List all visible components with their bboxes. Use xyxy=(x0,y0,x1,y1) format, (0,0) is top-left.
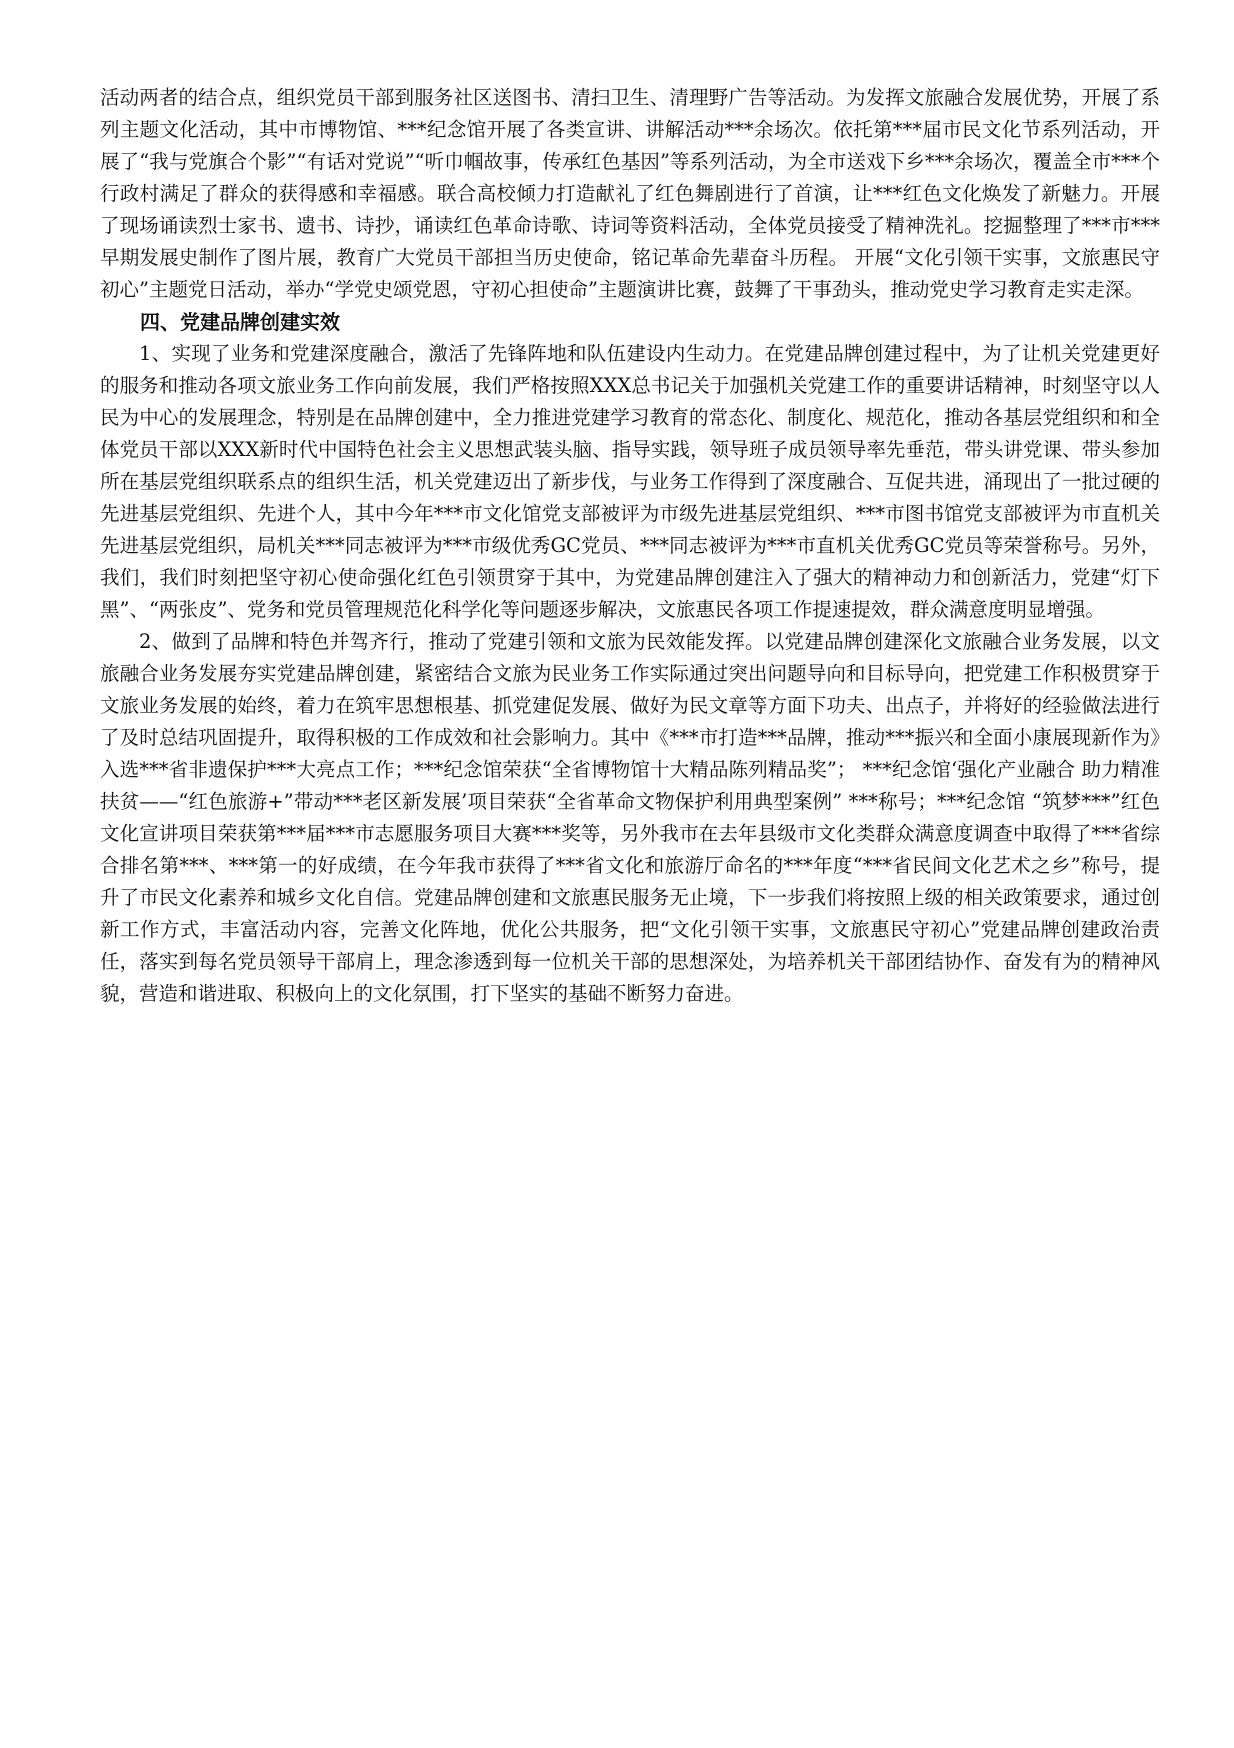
document-body xyxy=(100,82,1160,1010)
paragraph-item-1: 1、实现了业务和党建深度融合，激活了先锋阵地和队伍建设内生动力。在党建品牌创建过程中，为了让机关党建更好的服务和推动各项文旅业务工作向前发展，我们严格按照XXX总书记关于加强机关党建工作的重要讲话精神，时刻坚守以人民为中心的发展理念，特别是在品牌创建中，全力推进党建学习教育的常态化、制度化、规范化，推动各基层党组织和和全体党员干部以XXX新时代中国特色社会主义思想武装头脑、指导实践，领导班子成员领导率先垂范，带头讲党课、带头参加所在基层党组织联系点的组织生活，机关党建迈出了新步伐，与业务工作得到了深度融合、互促共进，涌现出了一批过硬的先进基层党组织、先进个人，其中今年***市文化馆党支部被评为市级先进基层党组织、***市图书馆党支部被评为市直机关先进基层党组织，局机关***同志被评为***市级优秀GC党员、***同志被评为***市直机关优秀GC党员等荣誉称号。另外，我们，我们时刻把坚守初心使命强化红色引领贯穿于其中，为党建品牌创建注入了强大的精神动力和创新活力，党建“灯下黑”、“两张皮”、党务和党员管理规范化科学化等问题逐步解决，文旅惠民各项工作提速提效，群众满意度明显增强。 xyxy=(100,342,1160,621)
paragraph-continued: 活动两者的结合点，组织党员干部到服务社区送图书、清扫卫生、清理野广告等活动。为发挥文旅融合发展优势，开展了系列主题文化活动，其中市博物馆、***纪念馆开展了各类宣讲、讲解活动***余场次。依托第***届市民文化节系列活动，开展了“我与党旗合个影”“有话对党说”“听巾帼故事，传承红色基因”等系列活动，为全市送戏下乡***余场次，覆盖全市***个行政村满足了群众的获得感和幸福感。联合高校倾力打造献礼了红色舞剧进行了首演，让***红色文化焕发了新魅力。开展了现场诵读烈士家书、遗书、诗抄，诵读红色革命诗歌、诗词等资料活动，全体党员接受了精神洗礼。挖掘整理了***市***早期发展史制作了图片展，教育广大党员干部担当历史使命，铭记革命先辈奋斗历程。 开展“文化引领干实事，文旅惠民守初心”主题党日活动，举办“学党史颂党恩，守初心担使命”主题演讲比赛，鼓舞了干事劲头，推动党史学习教育走实走深。 xyxy=(100,86,1160,301)
paragraph-item-2: 2、做到了品牌和特色并驾齐行，推动了党建引领和文旅为民效能发挥。以党建品牌创建深化文旅融合业务发展，以文旅融合业务发展夯实党建品牌创建，紧密结合文旅为民业务工作实际通过突出问题导向和目标导向，把党建工作积极贯穿于文旅业务发展的始终，着力在筑牢思想根基、抓党建促发展、做好为民文章等方面下功夫、出点子，并将好的经验做法进行了及时总结巩固提升，取得积极的工作成效和社会影响力。其中《***市打造***品牌，推动***振兴和全面小康展现新作为》入选***省非遗保护***大亮点工作；***纪念馆荣获“全省博物馆十大精品陈列精品奖”； ***纪念馆‘强化产业融合 助力精准扶贫——“红色旅游+”带动***老区新发展’项目荣获“全省革命文物保护利用典型案例” ***称号；***纪念馆 “筑梦***”红色文化宣讲项目荣获第***届***市志愿服务项目大赛***奖等，另外我市在去年县级市文化类群众满意度调查中取得了***省综合排名第***、***第一的好成绩，在今年我市获得了***省文化和旅游厅命名的***年度“***省民间文化艺术之乡”称号，提升了市民文化素养和城乡文化自信。党建品牌创建和文旅惠民服务无止境，下一步我们将按照上级的相关政策要求，通过创新工作方式，丰富活动内容，完善文化阵地，优化公共服务，把“文化引领干实事，文旅惠民守初心”党建品牌创建政治责任，落实到每名党员领导干部肩上，理念渗透到每一位机关干部的思想深处，为培养机关干部团结协作、奋发有为的精神风貌，营造和谐进取、积极向上的文化氛围，打下坚实的基础不断努力奋进。 xyxy=(100,630,1160,1005)
section-heading-4: 四、党建品牌创建实效 xyxy=(140,310,340,334)
